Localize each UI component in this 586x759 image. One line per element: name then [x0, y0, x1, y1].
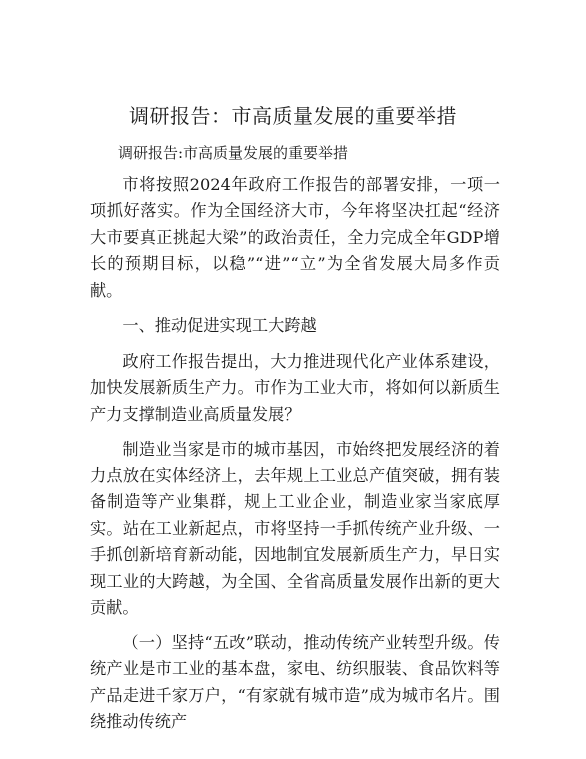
paragraph-manufacturing: 制造业当家是市的城市基因，市始终把发展经济的着力点放在实体经济上，去年规上工业总产值突破，拥有装备制造等产业集群，规上工业企业，制造业家当家底厚实。站在工业新起点，市将坚持一手抓传统产业升级、一手抓创新培育新动能，因地制宜发展新质生产力，早日实现工业的大跨越，为全国、全省高质量发展作出新的更大贡献。 [90, 439, 500, 618]
paragraph-question: 政府工作报告提出，大力推进现代化产业体系建设，加快发展新质生产力。市作为工业大市，将如何以新质生产力支撑制造业高质量发展？ [90, 351, 500, 424]
document-title: 调研报告：市高质量发展的重要举措 [129, 104, 457, 128]
paragraph-traditional-industry: （一）坚持“五改”联动，推动传统产业转型升级。传统产业是市工业的基本盘，家电、纺织服装、食品饮料等产品走进千家万户，“有家就有城市造”成为城市名片。围绕推动传统产 [90, 633, 500, 732]
document-body [90, 172, 500, 744]
paragraph-intro: 市将按照2024年政府工作报告的部署安排，一项一项抓好落实。作为全国经济大市，今年将坚决扛起“经济大市要真正挑起大梁”的政治责任，全力完成全年GDP增长的预期目标，以稳”“进”“立”为全省发展大局多作贡献。 [90, 175, 500, 300]
document-subtitle: 调研报告:市高质量发展的重要举措 [118, 144, 349, 162]
section-heading: 一、推动促进实现工大跨越 [122, 315, 317, 335]
